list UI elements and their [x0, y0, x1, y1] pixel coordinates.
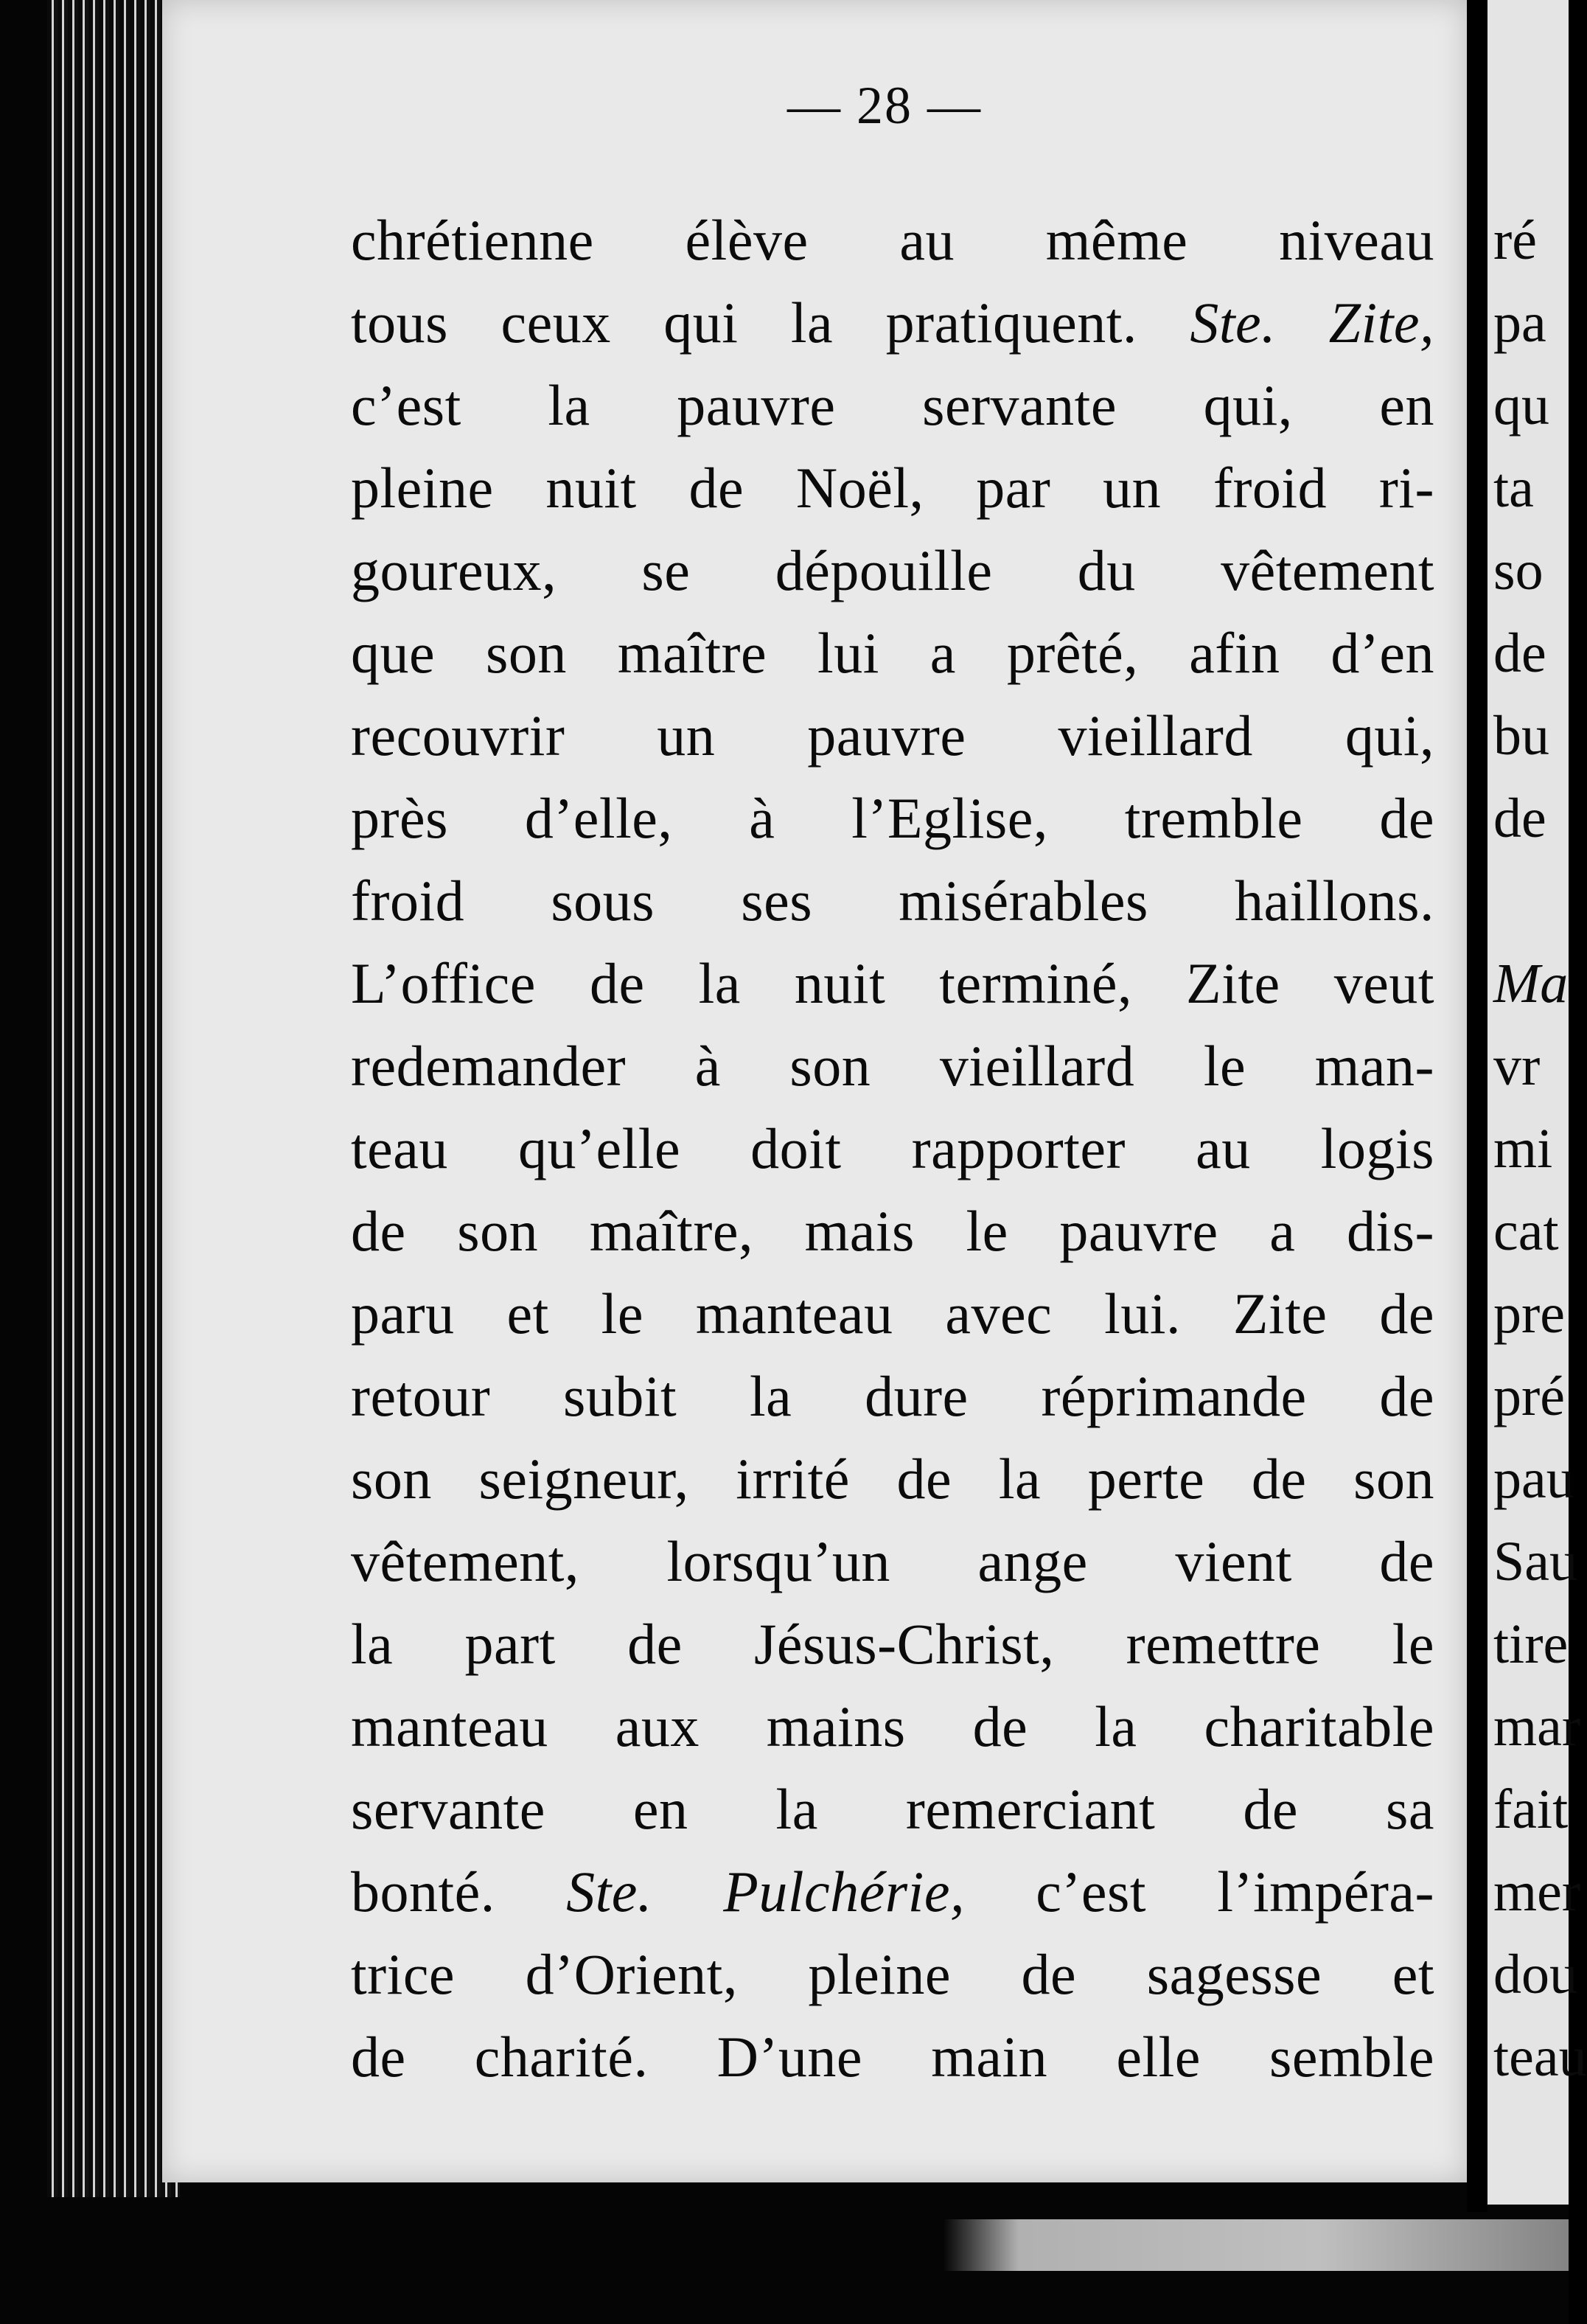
right-text-fragment: pré [1493, 1365, 1566, 1427]
text-line: chrétienne élève au même niveau [351, 208, 1434, 272]
right-text-fragment: pre [1493, 1283, 1566, 1345]
right-text-fragment: mer [1493, 1861, 1581, 1923]
right-text-fragment: cat [1493, 1200, 1559, 1262]
text-line: retour subit la dure réprimande de [351, 1364, 1434, 1428]
right-text-fragment: dou [1493, 1944, 1577, 2005]
saint-name-zite: Ste. Zite, [1190, 290, 1434, 355]
book-page-edges [47, 0, 180, 2197]
right-text-fragment: bu [1493, 705, 1549, 767]
text-line: son seigneur, irrité de la perte de son [351, 1447, 1434, 1511]
body-text [351, 199, 1434, 2098]
text-line: redemander à son vieillard le man- [351, 1034, 1434, 1098]
right-text-fragment: so [1493, 540, 1544, 602]
scan-edge-band [944, 2219, 1569, 2271]
right-text-fragment: ta [1493, 457, 1534, 519]
text-line: L’office de la nuit terminé, Zite veut [351, 951, 1434, 1015]
right-text-fragment: tire [1493, 1613, 1569, 1675]
text-line: goureux, se dépouille du vêtement [351, 538, 1434, 602]
right-text-fragment: de [1493, 622, 1546, 684]
right-text-fragment: vr [1493, 1035, 1541, 1097]
text-line: teau qu’elle doit rapporter au logis [351, 1116, 1434, 1180]
text-line: c’est la pauvre servante qui, en [351, 373, 1434, 437]
text-line: manteau aux mains de la charitable [351, 1694, 1434, 1758]
book-gutter [1467, 0, 1487, 2212]
right-page-text [1493, 199, 1587, 2098]
right-text-fragment: qu [1493, 375, 1549, 436]
text-line: froid sous ses misérables haillons. [351, 869, 1434, 933]
right-text-fragment: teau [1493, 2026, 1587, 2088]
text-line: près d’elle, à l’Eglise, tremble de [351, 786, 1434, 850]
right-text-fragment: de [1493, 787, 1546, 849]
text-line: bonté. Ste. Pulchérie, c’est l’impéra- [351, 1859, 1435, 1924]
text-line: que son maître lui a prêté, afin d’en [351, 621, 1434, 685]
text-line: tous ceux qui la pratiquent. Ste. Zite, [351, 290, 1434, 355]
right-text-fragment: fait [1493, 1778, 1569, 1840]
text-line: de charité. D’une main elle semble [351, 2025, 1434, 2089]
right-text-fragment: ré [1493, 209, 1538, 271]
right-text-fragment: mar [1493, 1696, 1581, 1758]
page-number: — 28 — [787, 76, 982, 135]
right-text-fragment: Ma [1493, 953, 1569, 1015]
text-line: vêtement, lorsqu’un ange vient de [351, 1529, 1434, 1593]
text-line: servante en la remerciant de sa [351, 1777, 1434, 1841]
text-line: pleine nuit de Noël, par un froid ri- [351, 456, 1434, 520]
right-text-fragment: pa [1493, 292, 1546, 354]
right-page-fragment [1487, 0, 1587, 2205]
text-line: la part de Jésus-Christ, remettre le [351, 1612, 1434, 1676]
text-line: recouvrir un pauvre vieillard qui, [351, 703, 1434, 768]
text-line: de son maître, mais le pauvre a dis- [351, 1199, 1434, 1263]
right-text-fragment [1493, 860, 1574, 942]
text-line: trice d’Orient, pleine de sagesse et [351, 1942, 1434, 2006]
text-line: paru et le manteau avec lui. Zite de [351, 1281, 1434, 1346]
saint-name-pulcherie: Ste. Pulchérie, [566, 1859, 965, 1924]
right-text-fragment: Sau [1493, 1531, 1577, 1593]
right-text-fragment: mi [1493, 1118, 1553, 1180]
right-text-fragment: pau [1493, 1448, 1574, 1510]
